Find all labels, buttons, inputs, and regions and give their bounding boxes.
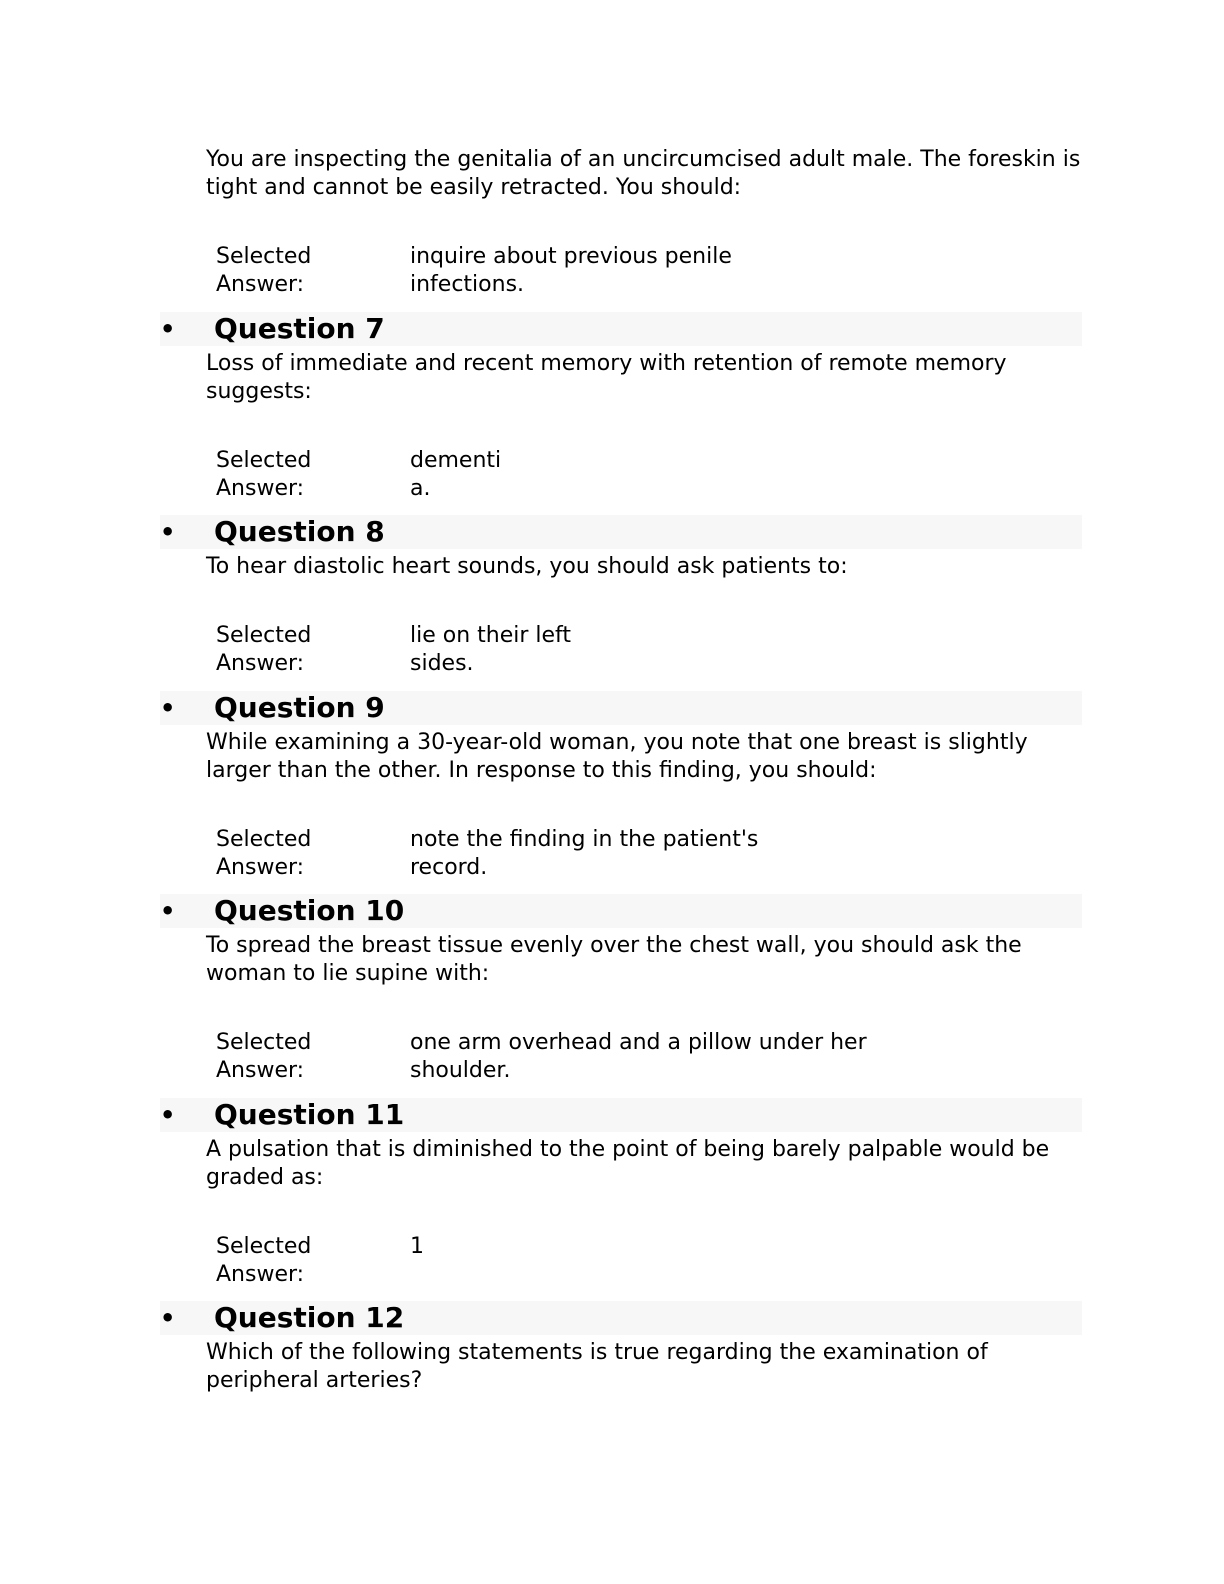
question-text: Loss of immediate and recent memory with retention of remote memory suggests:: [206, 351, 1007, 404]
question-header: [160, 691, 1082, 725]
question-title: Question 12: [214, 1301, 405, 1334]
question-header: [160, 1301, 1082, 1335]
selected-answer-label: Selected Answer:: [216, 448, 312, 501]
selected-answer-label: Selected Answer:: [216, 1030, 312, 1083]
bullet-icon: •: [160, 1101, 176, 1129]
question-text: You are inspecting the genitalia of an uncircumcised adult male. The foreskin is tight and cannot be easily retracted. You should:: [206, 147, 1081, 200]
selected-answer-value: inquire about previous penile infections.: [410, 244, 732, 297]
question-title: Question 11: [214, 1098, 405, 1131]
question-title: Question 10: [214, 894, 405, 927]
question-text: A pulsation that is diminished to the point of being barely palpable would be graded as:: [206, 1137, 1050, 1190]
selected-answer-value: dementi a.: [410, 448, 502, 501]
selected-answer-label: Selected Answer:: [216, 244, 312, 297]
bullet-icon: •: [160, 315, 176, 343]
selected-answer-label: Selected Answer:: [216, 623, 312, 676]
question-title: Question 8: [214, 515, 385, 548]
question-text: Which of the following statements is true regarding the examination of peripheral arteries?: [206, 1340, 988, 1393]
question-header: [160, 312, 1082, 346]
question-header: [160, 515, 1082, 549]
question-header: [160, 1098, 1082, 1132]
selected-answer-label: Selected Answer:: [216, 1234, 312, 1287]
bullet-icon: •: [160, 518, 176, 546]
selected-answer-value: note the finding in the patient's record.: [410, 827, 759, 880]
question-text: While examining a 30-year-old woman, you note that one breast is slightly larger than the other. In response to this finding, you should:: [206, 730, 1028, 783]
question-title: Question 7: [214, 312, 385, 345]
question-text: To spread the breast tissue evenly over the chest wall, you should ask the woman to lie supine with:: [206, 933, 1022, 986]
bullet-icon: •: [160, 1304, 176, 1332]
bullet-icon: •: [160, 897, 176, 925]
bullet-icon: •: [160, 694, 176, 722]
question-text: To hear diastolic heart sounds, you should ask patients to:: [206, 554, 848, 579]
question-header: [160, 894, 1082, 928]
selected-answer-value: lie on their left sides.: [410, 623, 572, 676]
selected-answer-value: 1: [410, 1234, 424, 1259]
selected-answer-value: one arm overhead and a pillow under her shoulder.: [410, 1030, 867, 1083]
selected-answer-label: Selected Answer:: [216, 827, 312, 880]
question-title: Question 9: [214, 691, 385, 724]
